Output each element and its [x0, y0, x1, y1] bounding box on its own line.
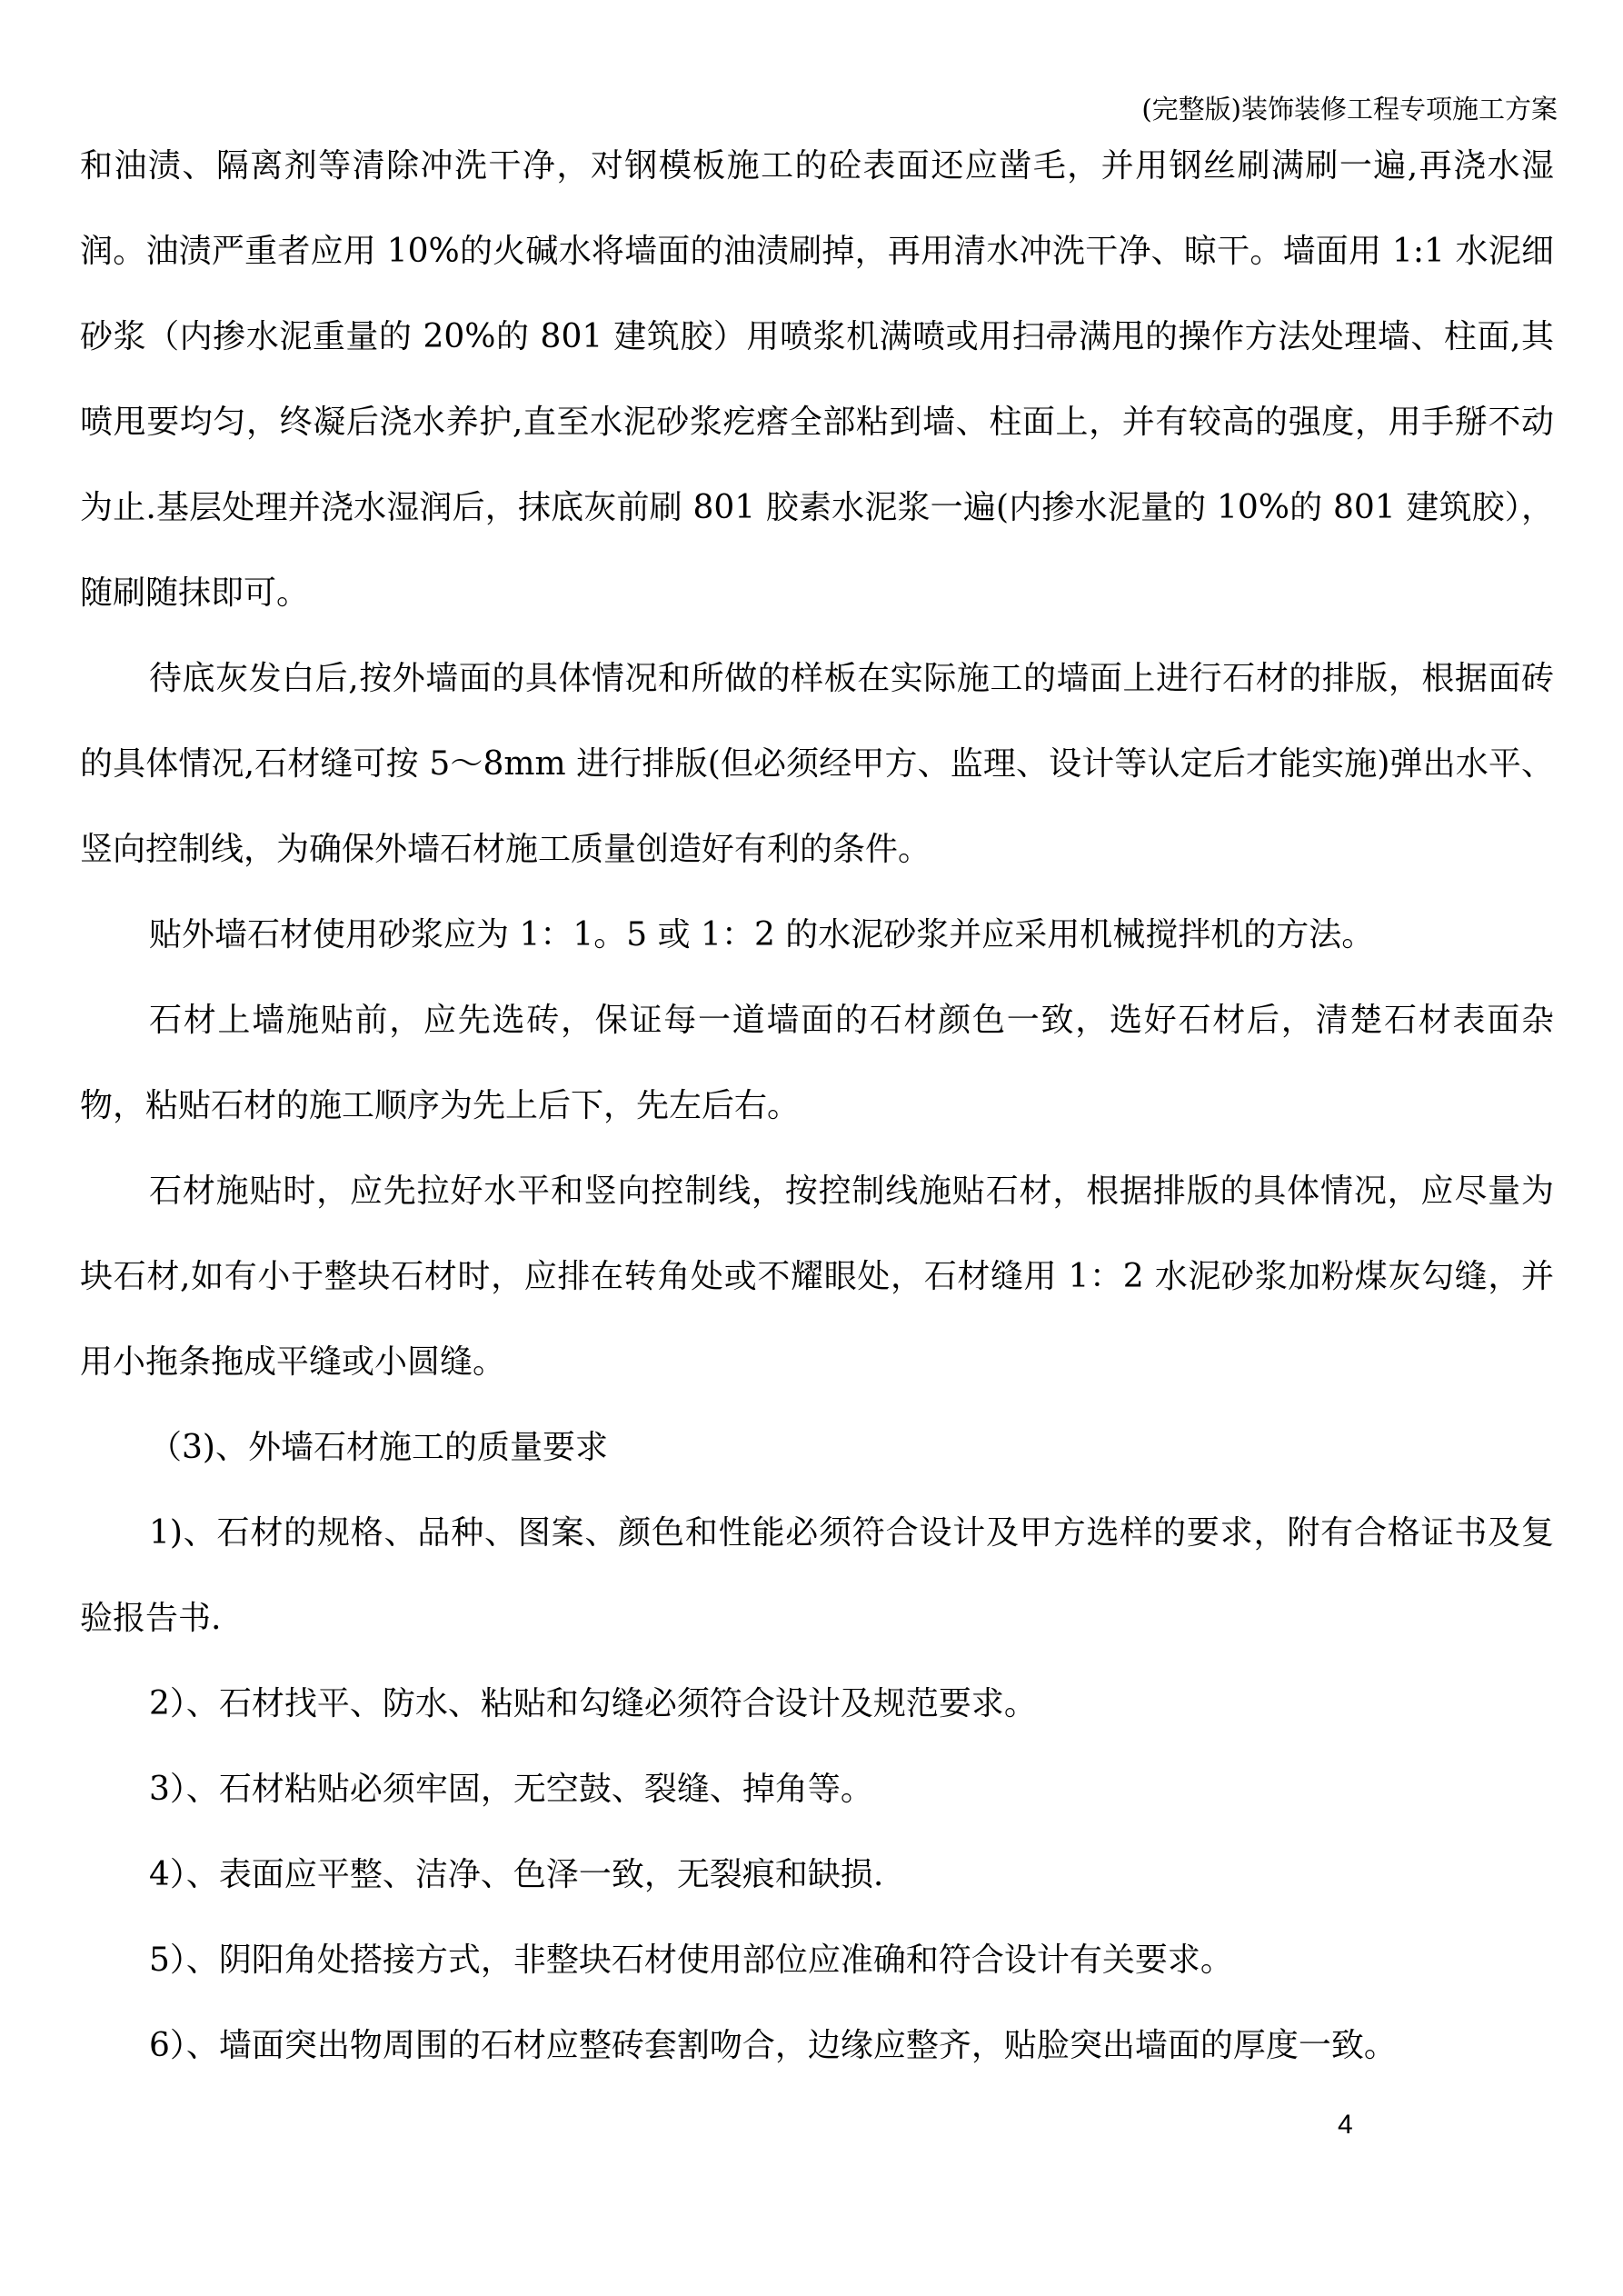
- document-body: [80, 124, 1554, 2089]
- paragraph-base-treatment: 和油渍、隔离剂等清除冲洗干净，对钢模板施工的砼表面还应凿毛，并用钢丝刷满刷一遍,再浇水湿润。油渍严重者应用 10%的火碱水将墙面的油渍刷掉，再用清水冲洗干净、晾干。墙面用 1:1 水泥细砂浆（内掺水泥重量的 20%的 801 建筑胶）用喷浆机满喷或用扫帚满甩的操作方法处理墙、柱面,其喷甩要均匀，终凝后浇水养护,直至水泥砂浆疙瘩全部粘到墙、柱面上，并有较高的强度，用手掰不动为止.基层处理并浇水湿润后，抹底灰前刷 801 胶素水泥浆一遍(内掺水泥量的 10%的 801 建筑胶），随刷随抹即可。: [80, 147, 1554, 612]
- list-item-requirement-1: 1)、石材的规格、品种、图案、颜色和性能必须符合设计及甲方选样的要求，附有合格证书及复验报告书.: [80, 1514, 1554, 1637]
- list-item-requirement-4: 4）、表面应平整、洁净、色泽一致，无裂痕和缺损.: [149, 1856, 884, 1893]
- paragraph-stone-selection: 石材上墙施贴前，应先选砖，保证每一道墙面的石材颜色一致，选好石材后，清楚石材表面杂物，粘贴石材的施工顺序为先上后下，先左后右。: [80, 1002, 1554, 1124]
- paragraph-layout-control-lines: 待底灰发白后,按外墙面的具体情况和所做的样板在实际施工的墙面上进行石材的排版，根据面砖的具体情况,石材缝可按 5～8mm 进行排版(但必须经甲方、监理、设计等认定后才能实施)弹出水平、竖向控制线，为确保外墙石材施工质量创造好有利的条件。: [80, 660, 1554, 868]
- paragraph-mortar-ratio: 贴外墙石材使用砂浆应为 1：1。5 或 1：2 的水泥砂浆并应采用机械搅拌机的方法。: [149, 916, 1375, 953]
- document-header: (完整版)装饰装修工程专项施工方案: [1141, 94, 1558, 125]
- page-number: 4: [1338, 2110, 1353, 2140]
- list-item-requirement-5: 5）、阴阳角处搭接方式，非整块石材使用部位应准确和符合设计有关要求。: [149, 1942, 1233, 1979]
- list-item-requirement-2: 2）、石材找平、防水、粘贴和勾缝必须符合设计及规范要求。: [149, 1685, 1037, 1722]
- list-item-requirement-3: 3）、石材粘贴必须牢固，无空鼓、裂缝、掉角等。: [149, 1771, 873, 1808]
- paragraph-stone-application: 石材施贴时，应先拉好水平和竖向控制线，按控制线施贴石材，根据排版的具体情况，应尽量为块石材,如有小于整块石材时，应排在转角处或不耀眼处，石材缝用 1：2 水泥砂浆加粉煤灰勾缝，并用小拖条拖成平缝或小圆缝。: [80, 1173, 1554, 1381]
- section-heading-quality-requirements: （3)、外墙石材施工的质量要求: [149, 1429, 608, 1466]
- list-item-requirement-6: 6）、墙面突出物周围的石材应整砖套割吻合，边缘应整齐，贴脸突出墙面的厚度一致。: [149, 2027, 1397, 2064]
